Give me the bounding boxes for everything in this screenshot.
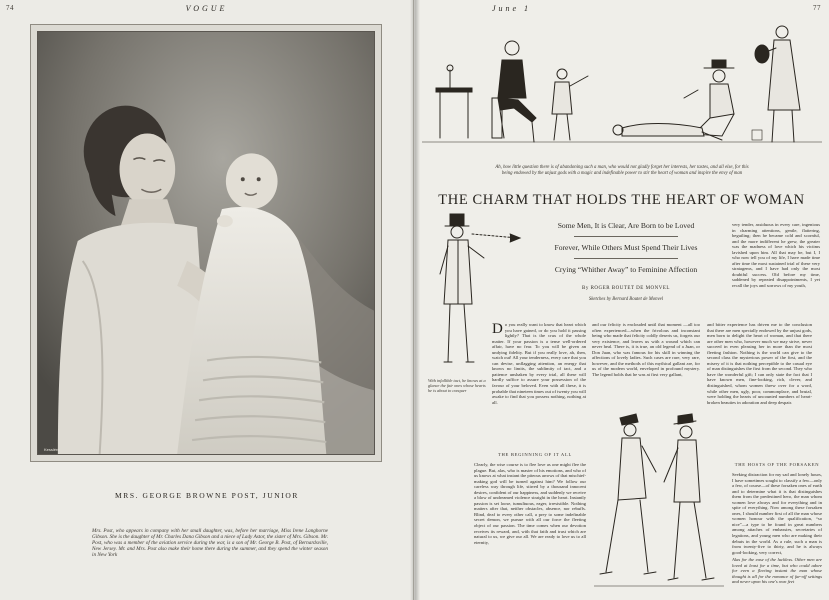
column-lower-right xyxy=(732,472,822,590)
figure-caption: With infallible tact, he knows at a glance the fair ones whose hearts he is about to conquer xyxy=(428,378,486,393)
portrait-photo xyxy=(37,31,375,455)
column-lower-right-text: Seeking distraction for my sad and lonely hours, I have sometimes sought to classify a few—only a few, of course—of these forsaken ones of earth and to determine what it is that distinguishes them from the predestined hero, the man whom women love always and for everything and in spite of everything. Now among these forsaken ones, I should number first of all the man whose women honour with the qualification, “so nice”—a type to be found in great numbers among attaches of embassies, secretaries of legations, and young men who are making their debuts in the world. As a rule, such a man is from twenty-five to thirty, and he is always good-looking, very correct, xyxy=(732,472,822,555)
article-headline: THE CHARM THAT HOLDS THE HEART OF WOMAN xyxy=(438,192,805,208)
portrait-photo-frame xyxy=(30,24,382,462)
photo-credit: Kesslére xyxy=(44,447,60,452)
column-2 xyxy=(592,322,700,394)
left-page xyxy=(0,0,414,600)
sketches-credit: Sketches by Bernard Boutet de Monvel xyxy=(588,297,664,302)
mother-and-baby-photo-illustration xyxy=(38,32,374,454)
deck-line-1: Some Men, It is Clear, Are Born to be Loved xyxy=(557,221,695,230)
right-masthead: June 1 xyxy=(491,4,532,13)
byline: By ROGER BOUTET DE MONVEL xyxy=(582,286,670,291)
top-sketch-illustration xyxy=(422,18,822,166)
subhead-beginning: THE BEGINNING OF IT ALL xyxy=(498,452,572,457)
right-folio: 77 xyxy=(813,4,821,12)
dropcap: D xyxy=(492,322,503,337)
deck-line-3: Crying “Whither Away” to Feminine Affection xyxy=(554,265,698,274)
column-lower-left xyxy=(474,462,586,590)
column-3-text: and bitter experience has driven me to the conclusion that there are men specially endowed by the unjust gods, men born to delight the heart of woman, and that there are other men who, however much we may strive, never succeed in even pleasing her in more than the most fleeting fashion. Nothing is the world can give to the second class the mysterious power of the first, and the misery of it is that nothing perceptible to the casual eye of man distinguishes the first from the second. They who have the wonderful gift; I can only state the fact that I have known men, fine-looking, rich, clever, and distinguished, whom women threw over for a word, while other men, ugly, poor, commonplace, and brutal, were holding the hearts of uncounted numbers of heart-broken beauties in adoration and deep despair. xyxy=(707,322,812,405)
photo-caption-title: MRS. GEORGE BROWNE POST, JUNIOR xyxy=(114,491,300,500)
subhead-forsaken: THE HOSTS OF THE FORSAKEN xyxy=(734,462,820,467)
deck-rule-1 xyxy=(574,236,678,237)
walking-men-sketch xyxy=(594,402,724,594)
deck-rule-2 xyxy=(574,258,678,259)
photo-caption-body: Mrs. Post, who appears in company with her small daughter, was, before her marriage, Miss Irene Langhorne Gibson. She is the daughter of Mr. Charles Dana Gibson and a niece of Lady Astor, the sister of Mrs. Gibson. Mr. Post, who was a member of the aviation service during the war, is a son of Mr. George B. Post, of Bernardsville, New Jersey. Mr. and Mrs. Post also make their home there during the summer, and they spend the winter season in New York xyxy=(92,528,328,559)
illustration-caption: Ah, how little question there is of abandoning such a man, who would not gladly forget her interests, her tastes, and all else, for this being endowed by the unjust gods with a magic and indefinable power to stir the heart of woman and inspire the envy of man xyxy=(495,165,749,176)
column-top-right xyxy=(732,222,820,320)
left-folio: 74 xyxy=(6,4,14,12)
left-masthead: VOGUE xyxy=(185,4,228,13)
column-2-text: and our felicity is enclouded until that moment —all too often experienced—when the frivolous and inconstant being who made that felicity coldly deserts us, forgets our very existence, and leaves us with a wound which can never heal. There is, it is true, an old legend of a Juan, or Don Juan, who was famous for his skill in winning the affections of lovely ladies. Such cases are rare, very rare, however, and the methods of this mythical gallant are, for us of the modern world, enveloped in profound mystery. The legend holds that he was at first very gallant, xyxy=(592,322,700,377)
column-1 xyxy=(492,322,586,452)
column-top-right-text: very tender, assiduous in every care, ingenious in charming attentions, gentle, flattering, beguiling; then he became cold and scornful, and the more indifferent he grew, the greater was the madness of love which his victims lavished upon him. All that may be, but I, I who now tell you of my life, I have made time after time the most sustained trial of these very stratagems, and I have had only the most doubtful success. Old before my time, saddened by repeated disappointments, I yet recall the joys and sorrows of my youth, xyxy=(732,222,820,289)
column-lower-left-text: Clearly, the wise course is to flee love as one might flee the plague. But, alas, who is master of his emotions, and who of us knows at what instant the piteous arrows of that mischief-making god will be turned against him? We follow our careless way through life, stirred by a thousand innocent desires, confident of our happiness, and suddenly we receive a blow of undreamed violence straight in the heart. Instantly passion is set loose, tumultuous, eager, irresistible. Nothing matters after that, neither obstacles, absence, nor rebuffs. Blind, deaf to every other call, a prey to some indefinable secret demon, we pursue with all our force the fleeting object of our passion. The time comes when our devotion receives its reward, and, with that faith and trust which are natural to us, we give our all. We are ready to love us to all eternity, xyxy=(474,462,586,545)
deck-line-2: Forever, While Others Must Spend Their Lives xyxy=(554,243,698,252)
column-1-text: o you really want to know that heart which you have gained, or do you hold it passing lightly? That is the crux of the whole matter. If your passion is a tense well-ordered affair, have no fear. To you will be given an undying fidelity. But if you really love, ah, then, watch out! All your tenderness, every care that you can devise, unflagging attention, an energy that knows no limits, the sublimity of tact, and a patience unshaken by every trial, all these will hardly suffice to assure your possession of the favour of your beloved. Even with all these, it is probable that nineteen times out of twenty you will awake to find that you possess nothing, nothing at all. xyxy=(492,322,586,405)
column-lower-right-end: Alas for the ease of the luckless. Other men are loved at least for a time, but who could adore for even a fleeting instant the man whose thought is all for the romance of far-off settings and never upon his one's own feet xyxy=(732,557,822,585)
right-page xyxy=(414,0,829,600)
